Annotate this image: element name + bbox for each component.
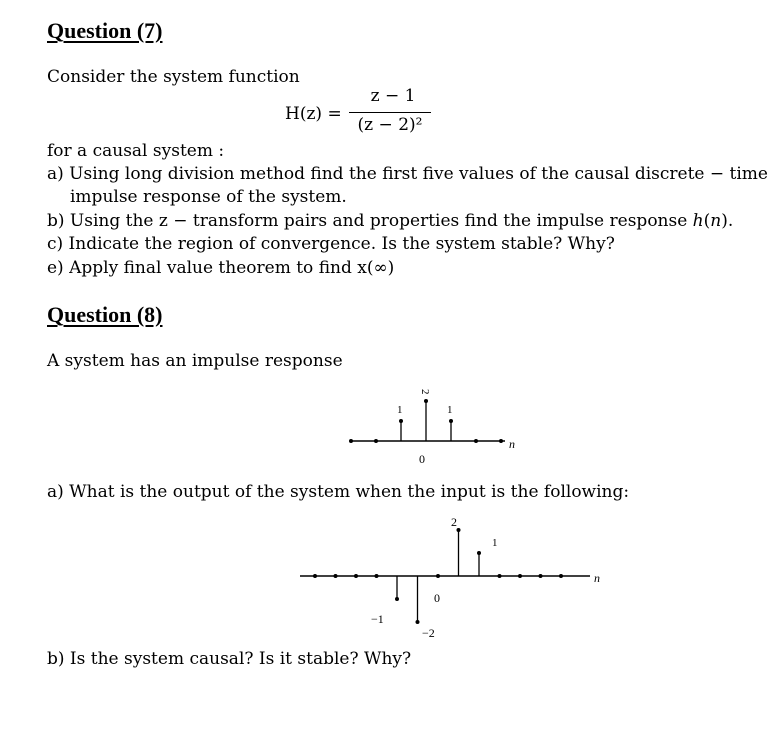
plot1-label-n-1: 1 <box>397 404 403 416</box>
plot2-label-n-1: −2 <box>422 626 435 640</box>
plot2-label-n-2: −1 <box>371 612 384 626</box>
plot2-point-n-1 <box>416 620 420 624</box>
q8-part-a: a) What is the output of the system when the input is the following: <box>47 482 630 502</box>
q7-causal: for a causal system : <box>47 141 225 161</box>
q8-part-b: b) Is the system causal? Is it stable? Why? <box>47 649 412 669</box>
plot2-label-n2: 1 <box>492 537 498 549</box>
plot1-point-n1 <box>449 419 453 423</box>
q7-item-a-cont: impulse response of the system. <box>70 187 347 207</box>
plot2-point-n0 <box>436 574 440 578</box>
plot1-point-n2 <box>474 439 478 443</box>
q7-item-a: a) Using long division method find the first five values of the causal discrete − time <box>47 164 768 184</box>
plot1-xlabel: n <box>509 437 515 451</box>
q7-item-e: e) Apply final value theorem to find x(∞) <box>47 258 395 278</box>
hz-label: H(z) = <box>285 104 342 124</box>
q7-item-b: b) Using the z − transform pairs and properties find the impulse response ℎ(𝑛). <box>47 211 734 231</box>
plot1-point-n-1 <box>399 419 403 423</box>
plot2-point-n4 <box>518 574 522 578</box>
q7-title: Question (7) <box>47 18 163 43</box>
plot2-point-n-2 <box>395 597 399 601</box>
plot2-point-n-6 <box>313 574 317 578</box>
plot2-point-n6 <box>559 574 563 578</box>
plot2-origin-label: 0 <box>434 591 440 605</box>
fraction-bar <box>349 112 431 113</box>
q8-intro: A system has an impulse response <box>47 351 343 371</box>
plot2-label-n1: 2 <box>451 515 457 529</box>
plot2-point-n-4 <box>354 574 358 578</box>
plot1-point-n-3 <box>349 439 353 443</box>
plot2-point-n1 <box>457 528 461 532</box>
plot2-point-n2 <box>477 551 481 555</box>
fraction-numerator: z − 1 <box>370 86 416 106</box>
plot1-point-n-2 <box>374 439 378 443</box>
plot1-point-n0 <box>424 399 428 403</box>
input-signal-plot <box>290 510 610 645</box>
plot1-origin-label: 0 <box>419 452 425 466</box>
plot2-point-n-3 <box>375 574 379 578</box>
plot1-label-n0: 2 <box>419 389 431 395</box>
q7-intro: Consider the system function <box>47 67 300 87</box>
plot2-point-n5 <box>539 574 543 578</box>
plot1-point-n3 <box>499 439 503 443</box>
plot2-xlabel: n <box>594 571 600 585</box>
plot1-label-n1: 1 <box>447 404 453 416</box>
q8-title: Question (8) <box>47 302 163 327</box>
q7-item-c: c) Indicate the region of convergence. Is the system stable? Why? <box>47 234 615 254</box>
plot2-point-n-5 <box>334 574 338 578</box>
impulse-response-plot <box>330 370 530 470</box>
plot2-point-n3 <box>498 574 502 578</box>
fraction-denominator: (z − 2)² <box>357 115 423 135</box>
